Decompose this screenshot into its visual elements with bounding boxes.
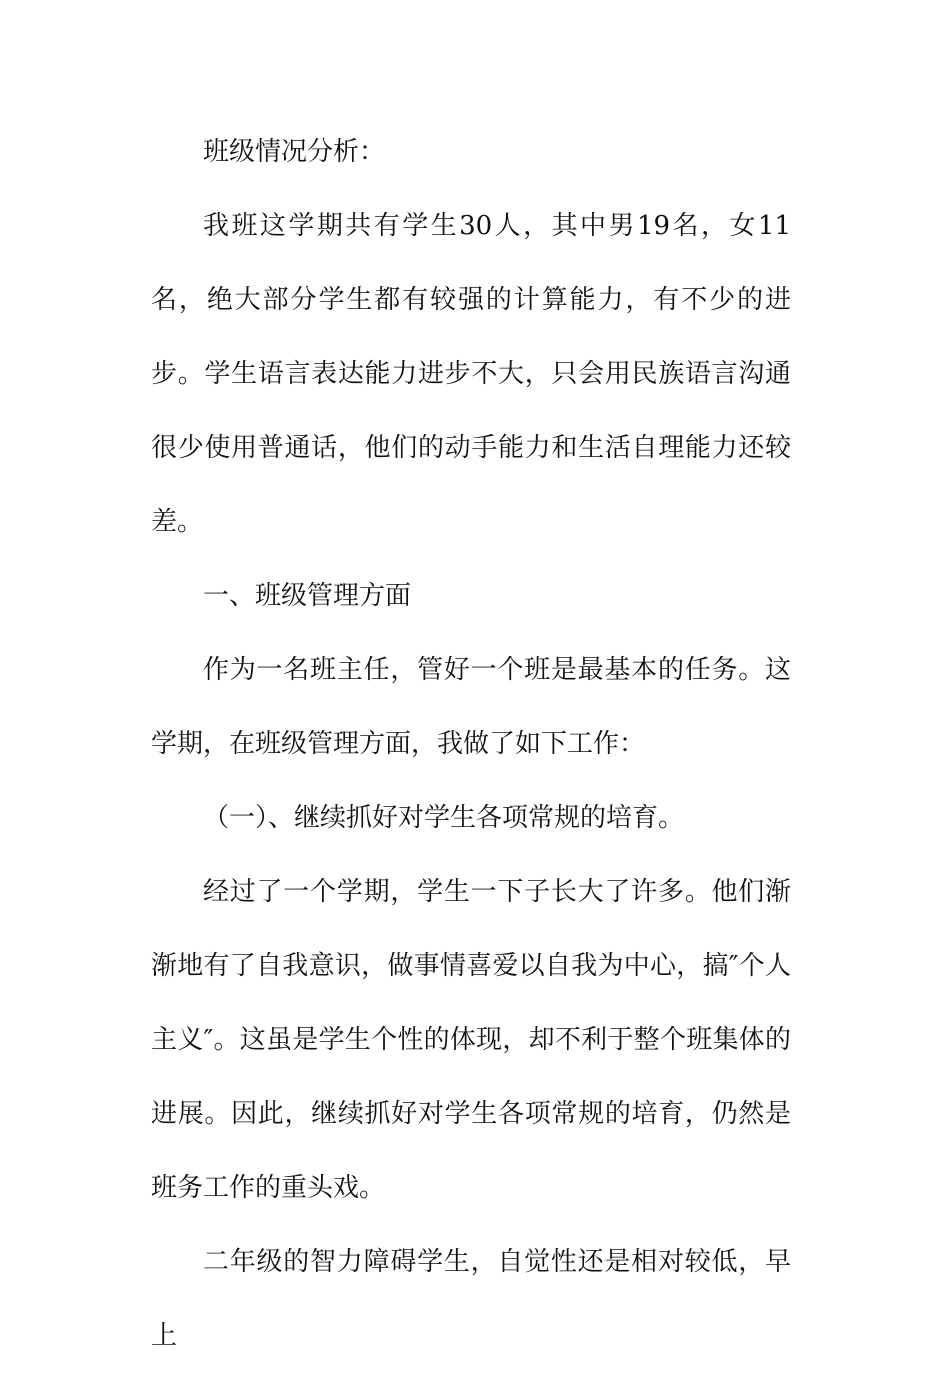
paragraph-second-grade-students: 二年级的智力障碍学生，自觉性还是相对较低，早上 (151, 1247, 791, 1351)
paragraph-head-teacher-work: 作为一名班主任，管好一个班是最基本的任务。这学期，在班级管理方面，我做了如下工作： (151, 655, 791, 759)
paragraph-class-analysis-heading: 班级情况分析： (203, 137, 386, 167)
paragraph-subsection-heading-routines: （一）、继续抓好对学生各项常规的培育。 (203, 803, 685, 833)
paragraph-class-overview: 我班这学期共有学生30人，其中男19名，女11名，绝大部分学生都有较强的计算能力，有不少的进步。学生语言表达能力进步不大，只会用民族语言沟通很少使用普通话，他们的动手能力和生活自理能力还较差。 (151, 211, 791, 537)
paragraph-student-growth: 经过了一个学期，学生一下子长大了许多。他们渐渐地有了自我意识，做事情喜爱以自我为中心，搞″个人主义″。这虽是学生个性的体现，却不利于整个班集体的进展。因此，继续抓好对学生各项常规的培育，仍然是班务工作的重头戏。 (151, 877, 791, 1203)
document-body (151, 115, 791, 1373)
paragraph-section-heading-class-management: 一、班级管理方面 (203, 581, 412, 611)
